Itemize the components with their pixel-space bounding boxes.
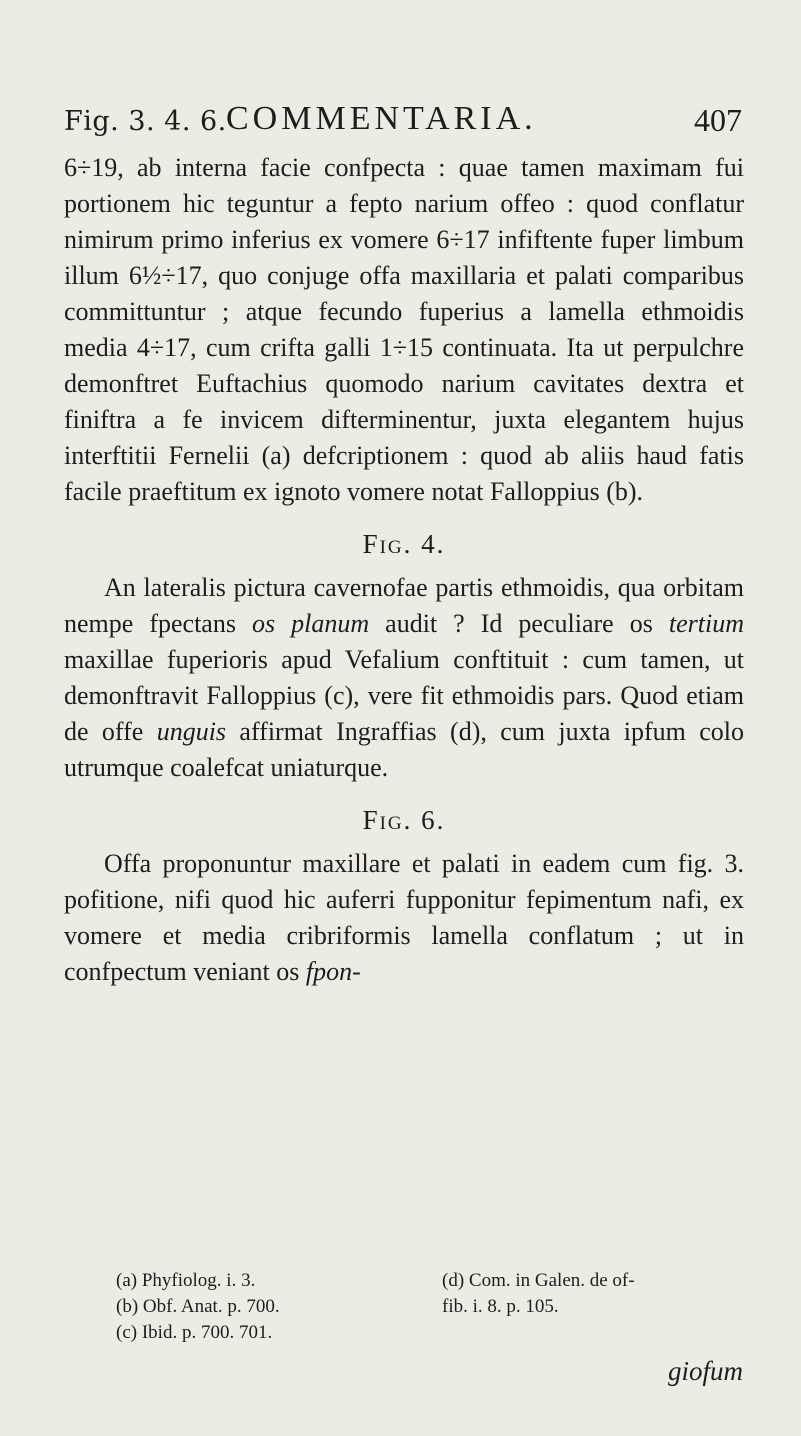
running-header: [64, 100, 744, 148]
footnotes-right-column: [442, 1268, 762, 1320]
paragraph-fig-4: [64, 570, 744, 786]
italic-term-unguis: unguis: [156, 717, 227, 746]
footnotes-left-column: [116, 1268, 416, 1346]
italic-term-fpon: fpon-: [305, 957, 361, 986]
figure-reference: Fig. 3. 4. 6.: [64, 106, 227, 137]
text-run: audit ? Id peculiare os: [369, 609, 669, 638]
page-number: 407: [694, 102, 742, 138]
text-run: affirmat Ingraffias (d), cum juxta ipfum colo utrumque coalefcat uniaturque.: [64, 717, 744, 782]
italic-term-os-planum: os planum: [251, 609, 370, 638]
footnote-d-line-2: fib. i. 8. p. 105.: [442, 1296, 559, 1317]
text-run: Offa proponuntur maxillare et palati in eadem cum fig. 3. pofitione, nifi quod hic auferri fupponitur fepimentum nafi, ex vomere et media cribriformis lamella conflatum ; ut in confpectum veniant os: [64, 849, 744, 986]
footnote-c: (c) Ibid. p. 700. 701.: [116, 1322, 273, 1343]
text-run: An lateralis pictura cavernofae partis ethmoidis, qua orbitam nempe fpectans: [64, 573, 744, 638]
footnote-d-line-1: (d) Com. in Galen. de of-: [442, 1270, 635, 1291]
paragraph-intro: 6÷19, ab interna facie confpecta : quae tamen maximam fui portionem hic teguntur a fepto narium offeo : quod conflatur nimirum primo inferius ex vomere 6÷17 infiftente fuper limbum illum 6½÷17, quo conjuge offa maxillaria et palati comparibus committuntur ; atque fecundo fuperius a lamella ethmoidis media 4÷17, cum crifta galli 1÷15 continuata. Ita ut perpulchre demonftret Euftachius quomodo narium cavitates dextra et finiftra a fe invicem difterminentur, juxta elegantem hujus interftitii Fernelii (a) defcriptionem : quod ab aliis haud fatis facile praeftitum ex ignoto vomere notat Falloppius (b).: [64, 153, 744, 506]
section-heading-fig-4: Fig. 4.: [362, 529, 446, 559]
footnote-b: (b) Obf. Anat. p. 700.: [116, 1296, 280, 1317]
section-heading-fig-6: Fig. 6.: [362, 805, 446, 835]
main-text: [64, 150, 744, 990]
italic-term-tertium: tertium: [668, 609, 744, 638]
footnote-a: (a) Phyfiolog. i. 3.: [116, 1270, 256, 1291]
paragraph-fig-6: [64, 846, 744, 990]
running-title: COMMENTARIA.: [226, 100, 537, 137]
catchword: giofum: [667, 1356, 743, 1386]
text-run: maxillae fuperioris apud Vefalium conftituit : cum tamen, ut demonftravit Falloppius (c), vere fit ethmoidis pars. Quod etiam de offe: [64, 645, 744, 746]
